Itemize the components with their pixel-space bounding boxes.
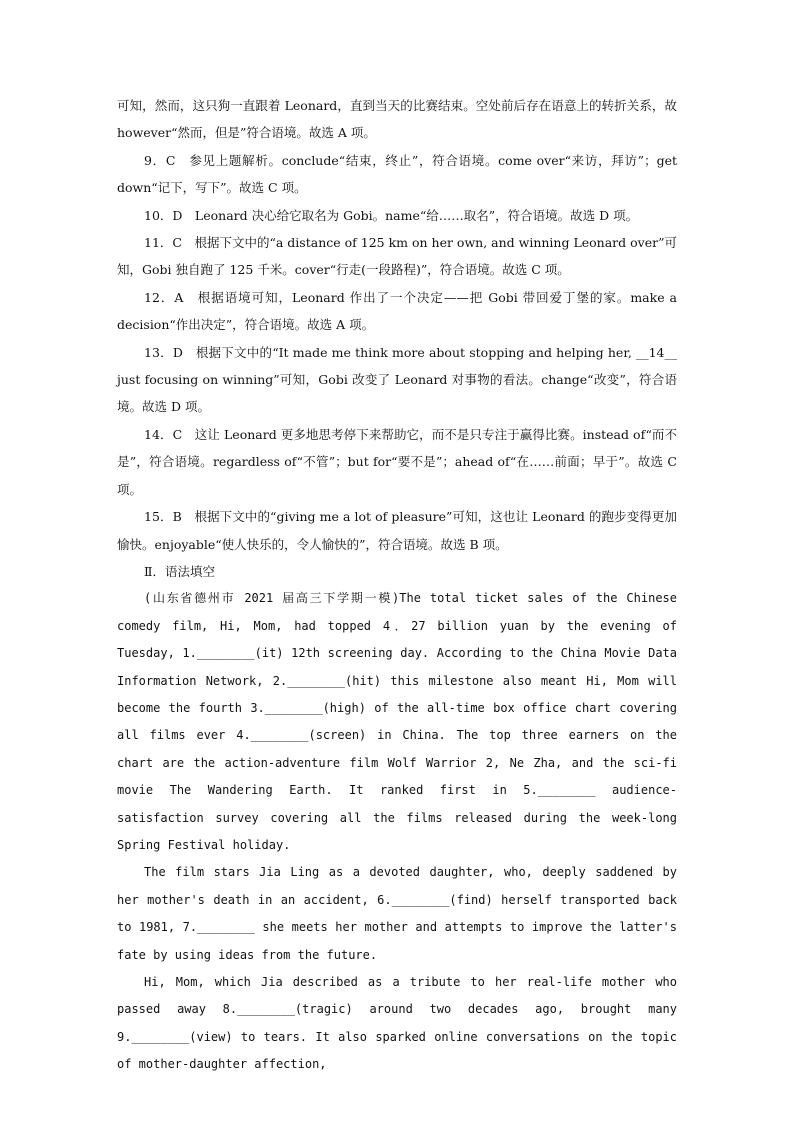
section-heading: Ⅱ．语法填空 — [144, 563, 215, 579]
document-page — [117, 92, 677, 1079]
paragraph-continuation: 可知，然而，这只狗一直跟着 Leonard，直到当天的比赛结束。空处前后存在语意上的转折关系，故 however“然而，但是”符合语境。故选 A 项。 — [117, 98, 677, 141]
grammar-passage-2: The film stars Jia Ling as a devoted daughter, who, deeply saddened by her mother's death in an accident, 6.________(find) herself transported back to 1981, 7.________ she meets her mother and attempts to improve the latter's fate by using ideas from the future. — [117, 865, 677, 962]
answer-10: 10．D Leonard 决心给它取名为 Gobi。name“给……取名”，符合语境。故选 D 项。 — [144, 207, 639, 223]
answer-12: 12．A 根据语境可知，Leonard 作出了一个决定——把 Gobi 带回爱丁堡的家。make a decision“作出决定”，符合语境。故选 A 项。 — [117, 289, 677, 333]
answer-14: 14．C 这让 Leonard 更多地思考停下来帮助它，而不是只专注于赢得比赛。instead of“而不是”，符合语境。regardless of“不管”；but for“要不是”；ahead of“在……前面；早于”。故选 C 项。 — [117, 426, 677, 497]
answer-13: 13．D 根据下文中的“It made me think more about stopping and helping her, __14__ just focusing on winning”可知，Gobi 改变了 Leonard 对事物的看法。change“改变”，符合语境。故选 D 项。 — [117, 344, 677, 415]
grammar-passage-1: (山东省德州市 2021 届高三下学期一模)The total ticket sales of the Chinese comedy film, Hi, Mom, had topped 4．27 billion yuan by the evening of Tuesday, 1.________(it) 12th screening day. According to the China Movie Data Information Network, 2.________(hit) this milestone also meant Hi, Mom will become the fourth 3.________(high) of the all-time box office chart covering all films ever 4.________(screen) in China. The top three earners on the chart are the action-adventure film Wolf Warrior 2, Ne Zha, and the sci-fi movie The Wandering Earth. It ranked first in 5.________ audience-satisfaction survey covering all the films released during the week-long Spring Festival holiday. — [117, 591, 677, 852]
answer-15: 15．B 根据下文中的“giving me a lot of pleasure”可知，这也让 Leonard 的跑步变得更加愉快。enjoyable“使人快乐的，令人愉快的”，符合语境。故选 B 项。 — [117, 509, 677, 552]
answer-11: 11．C 根据下文中的“a distance of 125 km on her own, and winning Leonard over”可知，Gobi 独自跑了 125 千米。cover“行走(一段路程)”，符合语境。故选 C 项。 — [117, 235, 677, 278]
grammar-passage-3: Hi, Mom, which Jia described as a tribute to her real-life mother who passed away 8.________(tragic) around two decades ago, brought many 9.________(view) to tears. It also sparked online conversations on the topic of mother-daughter affection, — [117, 975, 677, 1072]
answer-9: 9．C 参见上题解析。conclude“结束，终止”，符合语境。come over“来访，拜访”；get down“记下，写下”。故选 C 项。 — [117, 152, 677, 196]
